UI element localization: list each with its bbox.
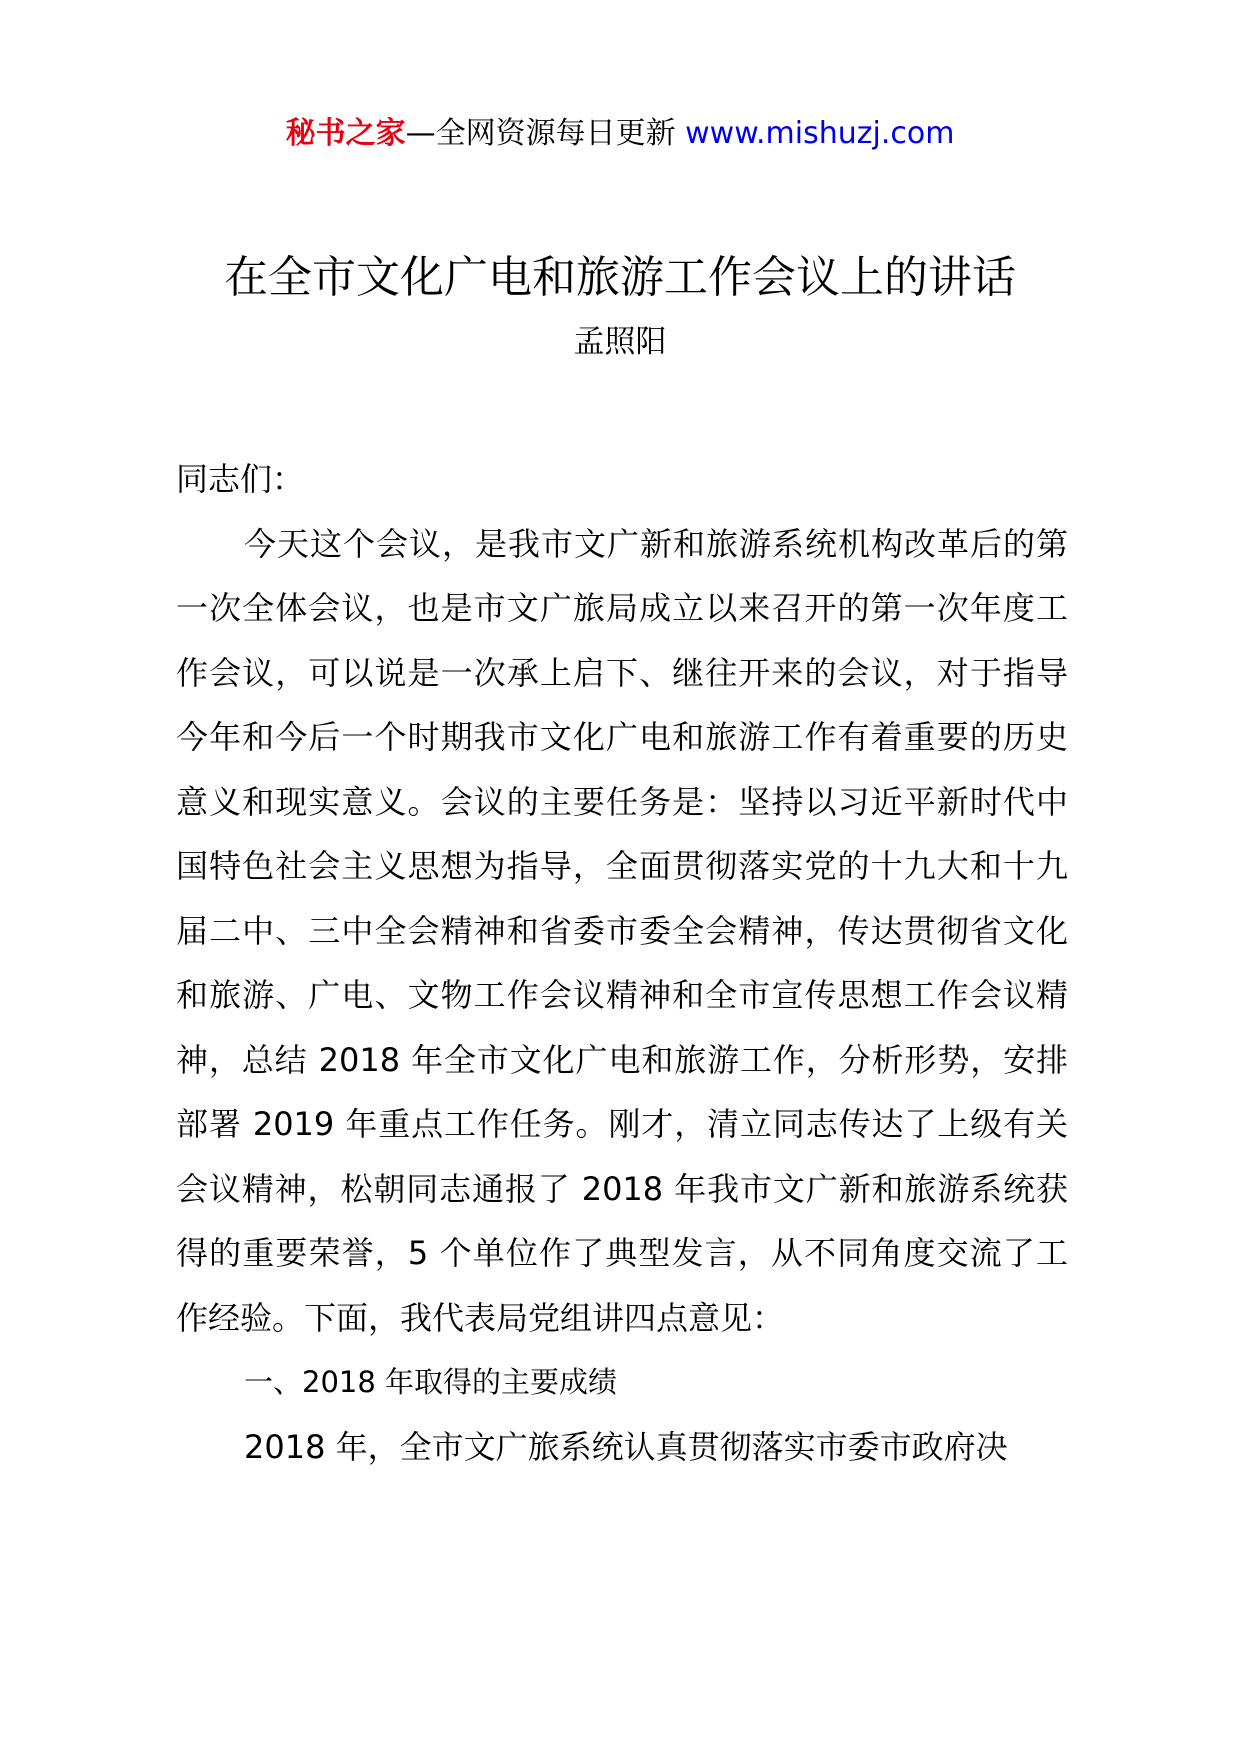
author-name: 孟照阳	[573, 324, 667, 360]
header-tagline: —全网资源每日更新	[405, 116, 676, 151]
website-link[interactable]: www.mishuzj.com	[685, 116, 955, 151]
site-header	[0, 112, 1240, 156]
paragraph: 2018 年，全市文广旅系统认真贯彻落实市委市政府决	[244, 1427, 1008, 1466]
paragraph: 今天这个会议，是我市文广新和旅游系统机构改革后的第一次全体会议，也是市文广旅局成立以来召开的第一次年度工作会议，可以说是一次承上启下、继往开来的会议，对于指导今年和今后一个时期我市文化广电和旅游工作有着重要的历史意义和现实意义。会议的主要任务是：坚持以习近平新时代中国特色社会主义思想为指导，全面贯彻落实党的十九大和十九届二中、三中全会精神和省委市委全会精神，传达贯彻省文化和旅游、广电、文物工作会议精神和全市宣传思想工作会议精神，总结 2018 年全市文化广电和旅游工作，分析形势，安排部署 2019 年重点工作任务。刚才，清立同志传达了上级有关会议精神，松朝同志通报了 2018 年我市文广新和旅游系统获得的重要荣誉，5 个单位作了典型发言，从不同角度交流了工作经验。下面，我代表局党组讲四点意见：	[176, 524, 1068, 1337]
salutation: 同志们：	[176, 460, 305, 498]
speech-body	[176, 447, 1068, 1479]
page-title: 在全市文化广电和旅游工作会议上的讲话	[224, 252, 1016, 303]
brand-name: 秘书之家	[285, 116, 406, 151]
section-heading: 一、2018 年取得的主要成绩	[244, 1365, 618, 1399]
